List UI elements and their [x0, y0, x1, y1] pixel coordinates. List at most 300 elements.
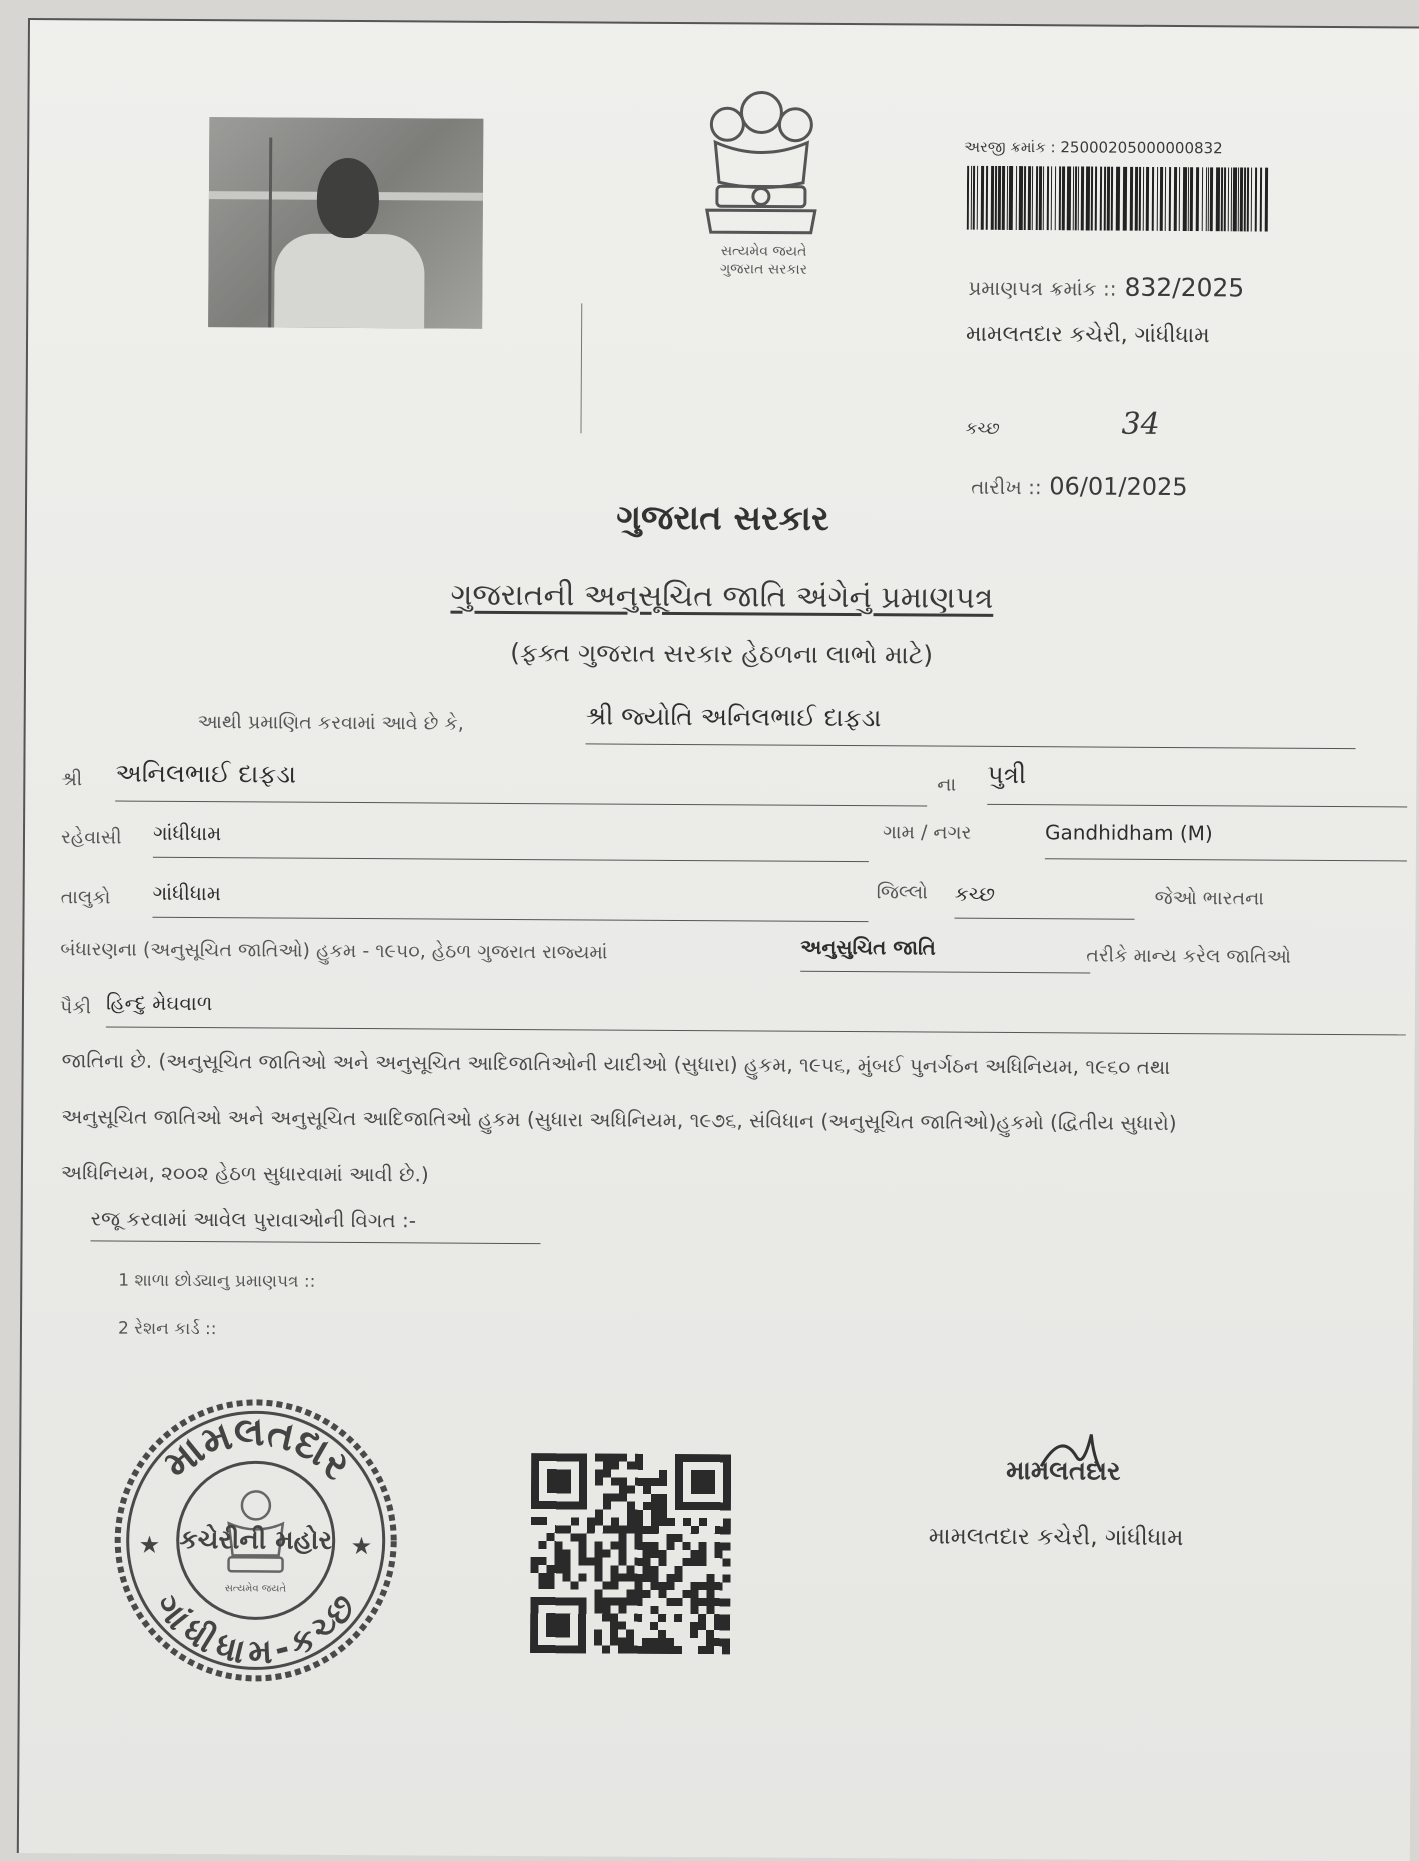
barcode-bar — [1130, 167, 1133, 231]
qr-finder-module — [571, 1453, 579, 1461]
qr-module — [538, 1573, 546, 1581]
qr-finder-module — [683, 1502, 691, 1510]
qr-module — [587, 1517, 595, 1525]
signatory-office: મામલતદાર કચેરી, ગાંધીધામ — [928, 1523, 1184, 1552]
qr-finder-module — [530, 1645, 538, 1653]
qr-finder-module — [691, 1454, 699, 1462]
qr-module — [674, 1574, 682, 1582]
qr-module — [610, 1574, 618, 1582]
qr-finder-module — [675, 1502, 683, 1510]
qr-module — [659, 1510, 667, 1518]
qr-module — [666, 1638, 674, 1646]
application-number-label: અરજી ક્રમાંક : — [964, 137, 1056, 157]
qr-module — [594, 1597, 602, 1605]
barcode-bar — [1224, 167, 1226, 231]
barcode-bar — [1179, 167, 1180, 231]
qr-module — [722, 1598, 730, 1606]
resident-label: રહેવાસી — [60, 826, 122, 849]
relation-label: ના — [937, 773, 957, 796]
qr-module — [706, 1638, 714, 1646]
certificate-number — [968, 272, 1244, 303]
qr-finder-module — [563, 1453, 571, 1461]
qr-module — [571, 1533, 579, 1541]
seal-top-text: મામલતદાર — [154, 1408, 359, 1489]
qr-module — [619, 1526, 627, 1534]
barcode-bar — [1111, 167, 1113, 231]
qr-module — [595, 1517, 603, 1525]
qr-module — [603, 1502, 611, 1510]
qr-module — [698, 1646, 706, 1654]
evidence-item-2: 2 રેશન કાર્ડ :: — [117, 1318, 217, 1340]
qr-module — [619, 1494, 627, 1502]
qr-module — [698, 1614, 706, 1622]
qr-module — [643, 1566, 651, 1574]
qr-finder-module — [578, 1605, 586, 1613]
qr-finder-module — [579, 1461, 587, 1469]
qr-module — [651, 1566, 659, 1574]
qr-module — [627, 1510, 635, 1518]
barcode-bar — [1233, 167, 1237, 231]
barcode-bar — [1244, 167, 1246, 231]
qr-module — [642, 1590, 650, 1598]
barcode-bar — [1238, 167, 1239, 231]
qr-module — [626, 1598, 634, 1606]
qr-module — [562, 1573, 570, 1581]
qr-module — [578, 1573, 586, 1581]
qr-finder-module — [531, 1493, 539, 1501]
order-text: બંધારણના (અનુસૂચિત જાતિઓ) હુકમ - ૧૯૫૦, હેઠળ ગુજરાત રાજ્યમાં — [60, 938, 608, 964]
barcode-bar — [1160, 167, 1163, 231]
qr-module — [547, 1565, 555, 1573]
barcode — [967, 166, 1269, 232]
relation-value: પુત્રી — [987, 759, 1027, 790]
qr-finder-module — [562, 1621, 570, 1629]
qr-finder-module — [530, 1597, 538, 1605]
qr-module — [618, 1646, 626, 1654]
barcode-bar — [1002, 166, 1005, 230]
barcode-bar — [1202, 167, 1203, 231]
barcode-bar — [1190, 167, 1193, 231]
resident-value: ગાંધીધામ — [152, 820, 222, 846]
qr-finder-module — [546, 1613, 554, 1621]
qr-module — [619, 1550, 627, 1558]
qr-module — [706, 1630, 714, 1638]
barcode-bar — [1043, 166, 1044, 230]
qr-module — [666, 1574, 674, 1582]
father-underline — [115, 801, 927, 807]
qr-finder-module — [707, 1502, 715, 1510]
qr-finder-module — [723, 1454, 731, 1462]
qr-module — [595, 1469, 603, 1477]
district-top: કચ્છ — [965, 418, 1000, 439]
barcode-bar — [1165, 167, 1166, 231]
qr-module — [619, 1534, 627, 1542]
qr-finder-module — [563, 1477, 571, 1485]
qr-module — [635, 1534, 643, 1542]
qr-module — [571, 1517, 579, 1525]
application-number — [964, 138, 1223, 158]
qr-finder-module — [562, 1645, 570, 1653]
applicant-name: શ્રી જ્યોતિ અનિલભાઈ દાફડા — [585, 701, 882, 733]
qr-module — [706, 1574, 714, 1582]
handwritten-number: 34 — [1121, 406, 1160, 442]
qr-module — [627, 1518, 635, 1526]
qr-module — [659, 1470, 667, 1478]
qr-module — [635, 1478, 643, 1486]
qr-finder-module — [675, 1486, 683, 1494]
barcode-bar — [1174, 167, 1177, 231]
svg-text:ગાંધીધામ-કચ્છ — [146, 1586, 365, 1673]
barcode-bar — [1210, 167, 1213, 231]
barcode-bar — [1036, 166, 1038, 230]
barcode-bar — [977, 166, 978, 230]
qr-finder-module — [530, 1605, 538, 1613]
qr-module — [610, 1582, 618, 1590]
barcode-bar — [1188, 167, 1189, 231]
qr-finder-module — [547, 1485, 555, 1493]
qr-finder-module — [675, 1478, 683, 1486]
qr-module — [723, 1518, 731, 1526]
office-seal — [110, 1395, 402, 1687]
qr-module — [651, 1478, 659, 1486]
qr-module — [659, 1494, 667, 1502]
qr-module — [722, 1574, 730, 1582]
india-text: જેઓ ભારતના — [1154, 886, 1264, 910]
qr-finder-module — [531, 1453, 539, 1461]
father-name: અનિલભાઈ દાફડા — [115, 758, 297, 789]
qr-finder-module — [555, 1477, 563, 1485]
qr-finder-module — [563, 1501, 571, 1509]
barcode-bar — [1059, 166, 1061, 230]
qr-module — [618, 1638, 626, 1646]
qr-finder-module — [547, 1469, 555, 1477]
qr-module — [723, 1558, 731, 1566]
qr-finder-module — [579, 1501, 587, 1509]
district-value: કચ્છ — [954, 881, 996, 906]
qr-module — [698, 1598, 706, 1606]
qr-module — [635, 1542, 643, 1550]
qr-module — [626, 1590, 634, 1598]
qr-module — [603, 1470, 611, 1478]
qr-module — [651, 1494, 659, 1502]
certificate-page — [17, 18, 1419, 1861]
qr-module — [579, 1549, 587, 1557]
qr-finder-module — [555, 1485, 563, 1493]
qr-module — [651, 1510, 659, 1518]
barcode-bar — [1107, 167, 1110, 231]
barcode-bar — [1231, 167, 1232, 231]
qr-module — [658, 1630, 666, 1638]
qr-module — [563, 1557, 571, 1565]
qr-module — [634, 1574, 642, 1582]
barcode-bar — [981, 166, 984, 230]
qr-finder-module — [578, 1629, 586, 1637]
paragraph-line-3: અધિનિયમ, ૨૦૦૨ હેઠળ સુધારવામાં આવી છે.) — [60, 1160, 429, 1187]
seal-star-right-icon: ★ — [350, 1531, 373, 1561]
barcode-bar — [1247, 167, 1249, 231]
qr-module — [619, 1558, 627, 1566]
barcode-bar — [1251, 167, 1252, 231]
qr-module — [635, 1510, 643, 1518]
seal-center-text: કચેરીની મહોર — [179, 1524, 333, 1556]
barcode-bar — [1123, 167, 1127, 231]
qr-module — [610, 1638, 618, 1646]
emblem-caption — [688, 242, 838, 279]
barcode-bar — [1183, 167, 1187, 231]
qr-module — [674, 1598, 682, 1606]
category-underline — [800, 971, 1090, 974]
issue-date — [971, 472, 1188, 501]
emblem-motto: સત્યમેવ જયતે — [720, 243, 807, 260]
qr-module — [666, 1598, 674, 1606]
qr-finder-module — [530, 1637, 538, 1645]
qr-finder-module — [715, 1454, 723, 1462]
qr-finder-module — [570, 1645, 578, 1653]
qr-finder-module — [579, 1453, 587, 1461]
barcode-bar — [1032, 166, 1033, 230]
qr-module — [635, 1454, 643, 1462]
qr-module — [618, 1574, 626, 1582]
qr-module — [666, 1646, 674, 1654]
qr-module — [659, 1550, 667, 1558]
qr-module — [610, 1630, 618, 1638]
qr-module — [634, 1582, 642, 1590]
qr-finder-module — [723, 1478, 731, 1486]
qr-module — [683, 1542, 691, 1550]
qr-module — [723, 1542, 731, 1550]
issuing-office: મામલતદાર કચેરી, ગાંધીધામ — [966, 321, 1210, 349]
qr-module — [691, 1550, 699, 1558]
qr-module — [563, 1549, 571, 1557]
qr-module — [658, 1590, 666, 1598]
qr-module — [706, 1598, 714, 1606]
qr-finder-module — [683, 1454, 691, 1462]
barcode-bar — [1009, 166, 1013, 230]
qr-module — [595, 1477, 603, 1485]
qr-module — [651, 1550, 659, 1558]
qr-finder-module — [554, 1629, 562, 1637]
qr-module — [658, 1638, 666, 1646]
qr-finder-module — [579, 1485, 587, 1493]
qr-module — [650, 1646, 658, 1654]
barcode-bar — [1095, 167, 1097, 231]
barcode-bar — [986, 166, 988, 230]
qr-finder-module — [675, 1470, 683, 1478]
qr-finder-module — [547, 1477, 555, 1485]
name-underline — [586, 743, 1356, 749]
qr-module — [595, 1565, 603, 1573]
barcode-bar — [991, 166, 994, 230]
qr-module — [691, 1558, 699, 1566]
qr-module — [690, 1590, 698, 1598]
qr-finder-module — [579, 1477, 587, 1485]
qr-module — [675, 1566, 683, 1574]
qr-module — [627, 1526, 635, 1534]
qr-module — [651, 1542, 659, 1550]
barcode-bar — [1039, 166, 1042, 230]
paragraph-line-2: અનુસૂચિત જાતિઓ અને અનુસૂચિત આદિજાતિઓ હુકમ (સુધારા અધિનિયમ, ૧૯૭૬, સંવિધાન (અનુસૂચિત જાતિઓ)હુકમો (દ્વિતીય સુધારો) — [61, 1104, 1177, 1136]
qr-module — [595, 1557, 603, 1565]
qr-finder-module — [547, 1453, 555, 1461]
qr-finder-module — [563, 1485, 571, 1493]
qr-module — [659, 1478, 667, 1486]
qr-module — [610, 1614, 618, 1622]
barcode-bar — [1255, 167, 1257, 231]
recognized-text: તરીકે માન્ય કરેલ જાતિઓ — [1086, 944, 1292, 968]
barcode-bar — [1208, 167, 1209, 231]
qr-module — [602, 1582, 610, 1590]
qr-module — [650, 1582, 658, 1590]
certificate-number-value: 832/2025 — [1124, 272, 1245, 303]
qr-finder-module — [578, 1597, 586, 1605]
barcode-bar — [1051, 166, 1052, 230]
qr-module — [714, 1614, 722, 1622]
qr-module — [659, 1518, 667, 1526]
qr-module — [706, 1582, 714, 1590]
barcode-bar — [1265, 168, 1268, 232]
qr-module — [690, 1630, 698, 1638]
qr-module — [722, 1614, 730, 1622]
barcode-bar — [1016, 166, 1017, 230]
legal-paragraph — [61, 1032, 1402, 1208]
barcode-bar — [1019, 166, 1023, 230]
qr-module — [618, 1598, 626, 1606]
applicant-photo — [208, 117, 483, 329]
qr-module — [611, 1462, 619, 1470]
qr-module — [611, 1518, 619, 1526]
barcode-bar — [1221, 167, 1223, 231]
qr-module — [675, 1534, 683, 1542]
qr-finder-module — [723, 1486, 731, 1494]
qr-module — [635, 1526, 643, 1534]
qr-module — [531, 1565, 539, 1573]
qr-module — [651, 1526, 659, 1534]
barcode-bar — [1146, 167, 1149, 231]
qr-module — [722, 1646, 730, 1654]
barcode-bar — [1116, 167, 1120, 231]
qr-finder-module — [715, 1502, 723, 1510]
ashoka-emblem-icon — [687, 82, 836, 243]
qr-finder-module — [546, 1621, 554, 1629]
qr-finder-module — [723, 1502, 731, 1510]
qr-finder-module — [675, 1462, 683, 1470]
qr-module — [714, 1622, 722, 1630]
qr-module — [555, 1541, 563, 1549]
qr-module — [643, 1542, 651, 1550]
qr-module — [634, 1646, 642, 1654]
qr-finder-module — [691, 1470, 699, 1478]
qr-module — [667, 1534, 675, 1542]
qr-module — [643, 1478, 651, 1486]
qr-finder-module — [699, 1478, 707, 1486]
qr-module — [610, 1622, 618, 1630]
barcode-bar — [1075, 166, 1077, 230]
qr-module — [722, 1622, 730, 1630]
qr-module — [683, 1518, 691, 1526]
village-label: ગામ / નગર — [882, 821, 972, 844]
evidence-heading: રજૂ કરવામાં આવેલ પુરાવાઓની વિગત :- — [90, 1206, 417, 1233]
qr-module — [603, 1550, 611, 1558]
qr-finder-module — [555, 1501, 563, 1509]
qr-module — [602, 1606, 610, 1614]
barcode-bar — [971, 166, 972, 230]
village-underline — [1045, 858, 1407, 861]
qr-module — [698, 1582, 706, 1590]
qr-module — [634, 1590, 642, 1598]
seal-motto: સત્યમેવ જયતે — [224, 1583, 287, 1595]
qr-module — [714, 1598, 722, 1606]
qr-module — [682, 1590, 690, 1598]
qr-module — [634, 1598, 642, 1606]
resident-underline — [153, 857, 869, 862]
qr-finder-module — [578, 1613, 586, 1621]
qr-finder-module — [539, 1453, 547, 1461]
barcode-bar — [1024, 166, 1026, 230]
qr-finder-module — [699, 1502, 707, 1510]
qr-finder-module — [707, 1454, 715, 1462]
qr-module — [690, 1606, 698, 1614]
qr-module — [619, 1542, 627, 1550]
taluka-value: ગાંધીધામ — [152, 880, 221, 906]
qr-module — [626, 1646, 634, 1654]
paragraph-line-1: જાતિના છે. (અનુસૂચિત જાતિઓ અને અનુસૂચિત આદિજાતિઓની યાદીઓ (સુધારા) હુકમ, ૧૯૫૬, મુંબઈ પુનર્ગઠન અધિનિયમ, ૧૯૬૦ તથા — [61, 1048, 1171, 1079]
qr-module — [722, 1638, 730, 1646]
qr-finder-module — [547, 1501, 555, 1509]
barcode-bar — [973, 166, 975, 230]
barcode-bar — [1091, 166, 1093, 230]
signatory-title: મામલતદાર — [1006, 1456, 1121, 1487]
qr-finder-module — [579, 1493, 587, 1501]
qr-finder-module — [578, 1637, 586, 1645]
barcode-bar — [1007, 166, 1008, 230]
qr-module — [699, 1518, 707, 1526]
qr-module — [714, 1638, 722, 1646]
certify-text: આથી પ્રમાણિત કરવામાં આવે છે કે, — [197, 711, 464, 735]
qr-finder-module — [578, 1621, 586, 1629]
qr-module — [595, 1509, 603, 1517]
taluka-label: તાલુકો — [60, 886, 111, 909]
qr-module — [723, 1526, 731, 1534]
qr-module — [594, 1605, 602, 1613]
qr-module — [603, 1494, 611, 1502]
qr-module — [611, 1526, 619, 1534]
qr-module — [611, 1478, 619, 1486]
qr-finder-module — [699, 1454, 707, 1462]
qr-module — [611, 1566, 619, 1574]
qr-module — [546, 1573, 554, 1581]
qr-finder-module — [538, 1597, 546, 1605]
qr-module — [714, 1582, 722, 1590]
barcode-bar — [1055, 166, 1056, 230]
qr-module — [627, 1486, 635, 1494]
barcode-bar — [1073, 166, 1074, 230]
qr-module — [658, 1614, 666, 1622]
qr-module — [595, 1541, 603, 1549]
qr-module — [690, 1582, 698, 1590]
barcode-bar — [995, 166, 997, 230]
qr-finder-module — [723, 1494, 731, 1502]
qr-module — [555, 1557, 563, 1565]
qr-module — [595, 1453, 603, 1461]
qr-finder-module — [531, 1477, 539, 1485]
district-label: જિલ્લો — [876, 881, 929, 904]
qr-finder-module — [723, 1462, 731, 1470]
qr-module — [603, 1462, 611, 1470]
qr-module — [715, 1542, 723, 1550]
qr-module — [642, 1646, 650, 1654]
qr-finder-module — [546, 1629, 554, 1637]
qr-module — [618, 1622, 626, 1630]
